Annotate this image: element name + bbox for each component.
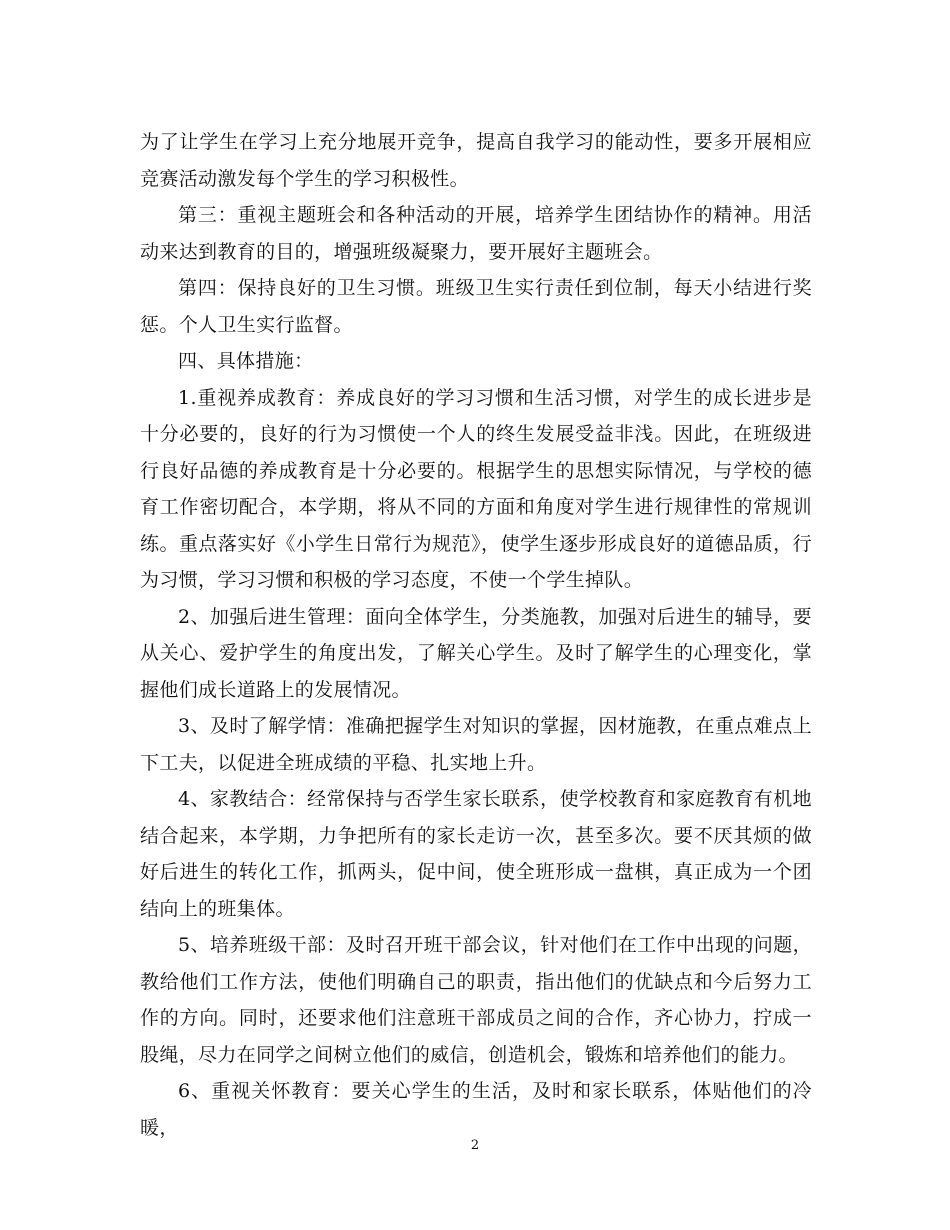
page-number: 2	[470, 1138, 480, 1153]
paragraph-fourth-point: 第四：保持良好的卫生习惯。班级卫生实行责任到位制，每天小结进行奖惩。个人卫生实行监督。	[140, 277, 812, 336]
paragraph-third-point: 第三：重视主题班会和各种活动的开展，培养学生团结协作的精神。用活动来达到教育的目的，增强班级凝聚力，要开展好主题班会。	[140, 204, 812, 263]
paragraph-measure-6: 6、重视关怀教育：要关心学生的生活，及时和家长联系，体贴他们的冷暖，	[140, 1080, 812, 1139]
paragraph-measure-4: 4、家教结合：经常保持与否学生家长联系，使学校教育和家庭教育有机地结合起来，本学期，力争把所有的家长走访一次，甚至多次。要不厌其烦的做好后进生的转化工作，抓两头，促中间，使全班形成一盘棋，真正成为一个团结向上的班集体。	[140, 788, 812, 920]
section-heading-measures: 四、具体措施：	[178, 350, 314, 372]
paragraph-measure-5: 5、培养班级干部：及时召开班干部会议，针对他们在工作中出现的问题，教给他们工作方法，使他们明确自己的职责，指出他们的优缺点和今后努力工作的方向。同时，还要求他们注意班干部成员之间的合作，齐心协力，拧成一股绳，尽力在同学之间树立他们的威信，创造机会，锻炼和培养他们的能力。	[140, 934, 812, 1066]
body-text	[140, 124, 812, 1146]
paragraph-measure-2: 2、加强后进生管理：面向全体学生，分类施教，加强对后进生的辅导，要从关心、爱护学生的角度出发，了解关心学生。及时了解学生的心理变化，掌握他们成长道路上的发展情况。	[140, 605, 812, 701]
paragraph-measure-3: 3、及时了解学情：准确把握学生对知识的掌握，因材施教，在重点难点上下工夫，以促进全班成绩的平稳、扎实地上升。	[140, 715, 812, 774]
paragraph-measure-1: 1.重视养成教育：养成良好的学习习惯和生活习惯，对学生的成长进步是十分必要的，良好的行为习惯使一个人的终生发展受益非浅。因此，在班级进行良好品德的养成教育是十分必要的。根据学生的思想实际情况，与学校的德育工作密切配合，本学期，将从不同的方面和角度对学生进行规律性的常规训练。重点落实好《小学生日常行为规范》，使学生逐步形成良好的道德品质，行为习惯，学习习惯和积极的学习态度，不使一个学生掉队。	[140, 386, 812, 591]
paragraph-continuation: 为了让学生在学习上充分地展开竞争，提高自我学习的能动性，要多开展相应竞赛活动激发每个学生的学习积极性。	[140, 131, 812, 190]
